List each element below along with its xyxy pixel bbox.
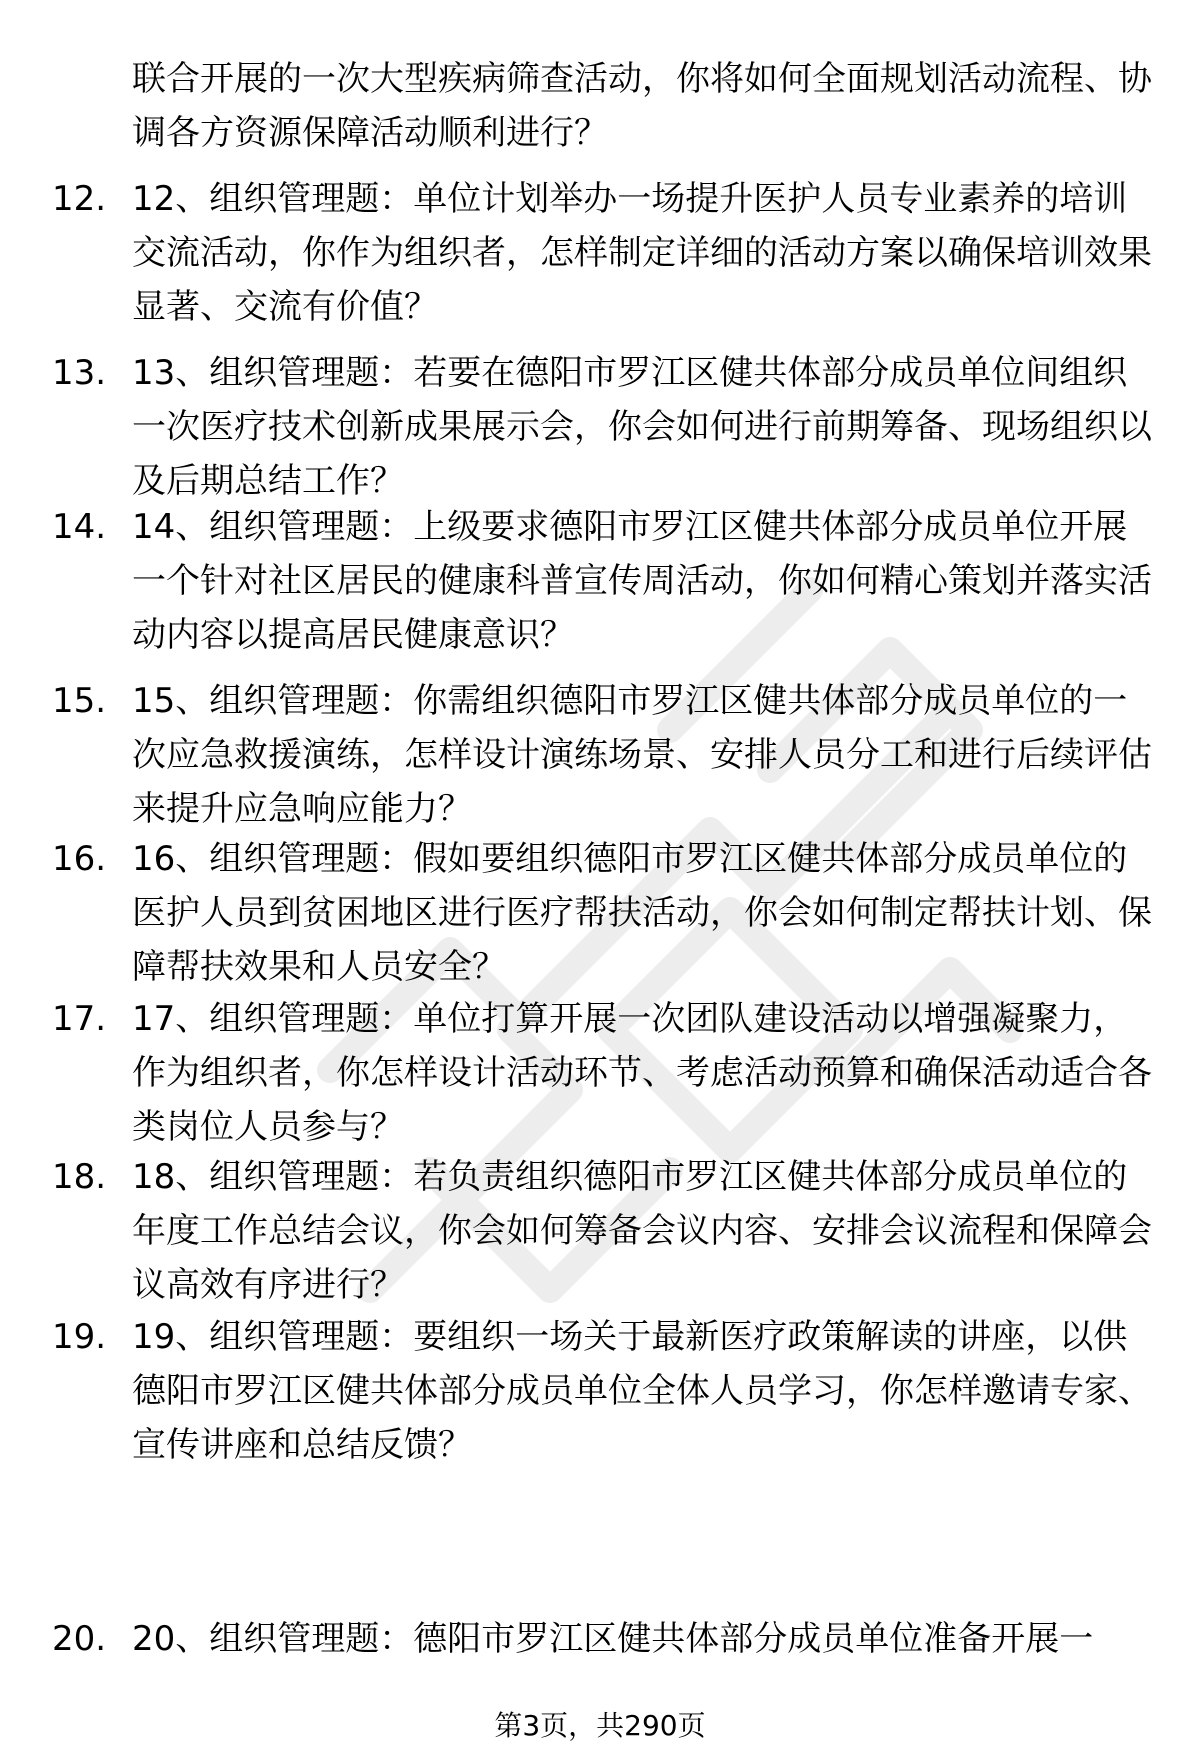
question-text: 16、组织管理题：假如要组织德阳市罗江区健共体部分成员单位的医护人员到贫困地区进行医疗帮扶活动，你会如何制定帮扶计划、保障帮扶效果和人员安全？ <box>132 839 1152 987</box>
question-text: 13、组织管理题：若要在德阳市罗江区健共体部分成员单位间组织一次医疗技术创新成果展示会，你会如何进行前期筹备、现场组织以及后期总结工作？ <box>132 353 1152 501</box>
question-text: 19、组织管理题：要组织一场关于最新医疗政策解读的讲座，以供德阳市罗江区健共体部分成员单位全体人员学习，你怎样邀请专家、宣传讲座和总结反馈？ <box>132 1317 1152 1465</box>
list-number: 20. <box>52 1619 107 1659</box>
question-text: 20、组织管理题：德阳市罗江区健共体部分成员单位准备开展一 <box>132 1619 1094 1659</box>
page-footer: 第3页，共290页 <box>494 1709 706 1742</box>
continuation-paragraph: 联合开展的一次大型疾病筛查活动，你将如何全面规划活动流程、协调各方资源保障活动顺利进行？ <box>132 59 1152 153</box>
question-text: 17、组织管理题：单位打算开展一次团队建设活动以增强凝聚力，作为组织者，你怎样设计活动环节、考虑活动预算和确保活动适合各类岗位人员参与？ <box>132 999 1152 1147</box>
list-number: 17. <box>52 999 107 1039</box>
question-text: 15、组织管理题：你需组织德阳市罗江区健共体部分成员单位的一次应急救援演练，怎样设计演练场景、安排人员分工和进行后续评估来提升应急响应能力？ <box>132 681 1152 829</box>
question-text: 12、组织管理题：单位计划举办一场提升医护人员专业素养的培训交流活动，你作为组织者，怎样制定详细的活动方案以确保培训效果显著、交流有价值？ <box>132 179 1152 327</box>
question-text: 14、组织管理题：上级要求德阳市罗江区健共体部分成员单位开展一个针对社区居民的健康科普宣传周活动，你如何精心策划并落实活动内容以提高居民健康意识？ <box>132 507 1152 655</box>
list-number: 14. <box>52 507 107 547</box>
question-text: 18、组织管理题：若负责组织德阳市罗江区健共体部分成员单位的年度工作总结会议，你会如何筹备会议内容、安排会议流程和保障会议高效有序进行？ <box>132 1157 1152 1305</box>
list-number: 16. <box>52 839 107 879</box>
list-number: 18. <box>52 1157 107 1197</box>
list-number: 19. <box>52 1317 107 1357</box>
list-number: 15. <box>52 681 107 721</box>
list-number: 12. <box>52 179 107 219</box>
list-number: 13. <box>52 353 107 393</box>
